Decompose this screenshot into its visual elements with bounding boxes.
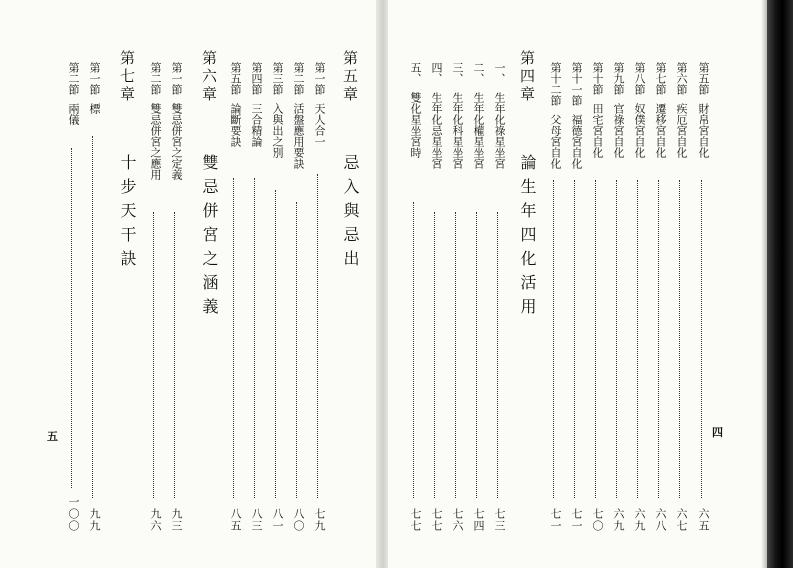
- toc-entry-title: 田宅宮自化: [591, 103, 604, 158]
- toc-entry[interactable]: 第四節三合精論 八三: [246, 62, 262, 532]
- toc-page-number: 八三: [250, 508, 263, 532]
- leader-dots: [637, 180, 638, 498]
- leader-dots: [553, 180, 554, 498]
- toc-entry-title: 父母宮自化: [549, 114, 562, 169]
- toc-page-number: 七〇: [591, 508, 604, 532]
- chapter-heading[interactable]: [513, 50, 535, 520]
- chapter-label: 第六章: [200, 50, 218, 104]
- leader-dots: [616, 180, 617, 498]
- chapter-title: 論生年四化活用: [518, 154, 537, 322]
- leader-dots: [413, 202, 414, 498]
- toc-page-number: 七七: [409, 508, 422, 532]
- toc-entry-title: 生年化忌星坐宮: [430, 92, 443, 169]
- toc-entry[interactable]: 三、生年化科星坐宮 七六: [447, 62, 463, 532]
- toc-entry-title: 兩儀: [67, 103, 80, 125]
- chapter-title: 雙忌併宮之涵義: [200, 154, 219, 322]
- leader-dots: [434, 212, 435, 498]
- toc-entry[interactable]: 第一節雙忌併宮之定義 九三: [166, 62, 182, 532]
- toc-entry-title: 財帛宮自化: [697, 103, 710, 158]
- leader-dots: [317, 174, 318, 498]
- toc-entry-title: 三合精論: [250, 103, 263, 147]
- toc-page-number: 六九: [612, 508, 625, 532]
- toc-entry[interactable]: 第十二節父母宮自化 七一: [545, 62, 561, 532]
- toc-entry[interactable]: 第五節財帛宮自化 六五: [693, 62, 709, 532]
- toc-entry-title: 生年化科星坐宮: [451, 92, 464, 169]
- toc-page-number: 七七: [430, 508, 443, 532]
- toc-page-number: 八一: [271, 508, 284, 532]
- leader-dots: [574, 180, 575, 498]
- leader-dots: [497, 212, 498, 498]
- leader-dots: [595, 180, 596, 498]
- chapter-heading[interactable]: [195, 50, 217, 520]
- toc-entry[interactable]: 第二節活盤應用要訣 八〇: [288, 62, 304, 532]
- toc-entry[interactable]: 第一節標 九九: [84, 62, 100, 532]
- toc-entry[interactable]: 二、生年化權星坐宮 七四: [468, 62, 484, 532]
- leader-dots: [92, 136, 93, 498]
- page-folio: 四: [712, 426, 723, 439]
- chapter-label: 第七章: [118, 50, 136, 104]
- toc-entry[interactable]: 第六節疾厄宮自化 六七: [671, 62, 687, 532]
- toc-page-number: 七一: [549, 508, 562, 532]
- chapter-title: 忌入與忌出: [341, 154, 360, 274]
- leader-dots: [296, 202, 297, 498]
- toc-entry[interactable]: 五、雙化星坐宮時 七七: [405, 62, 421, 532]
- leader-dots: [679, 180, 680, 498]
- toc-entry-title: 遷移宮自化: [654, 103, 667, 158]
- book-binding: [767, 0, 793, 568]
- toc-entry-title: 標: [88, 103, 101, 114]
- toc-entry-title: 官祿宮自化: [612, 103, 625, 158]
- leader-dots: [275, 190, 276, 498]
- toc-entry-title: 論斷要訣: [229, 103, 242, 147]
- toc-page-number: 七六: [451, 508, 464, 532]
- leader-dots: [658, 180, 659, 498]
- toc-entry[interactable]: 第三節入與出之別 八一: [267, 62, 283, 532]
- toc-entry[interactable]: 第二節兩儀 一〇〇: [63, 62, 79, 532]
- toc-entry-title: 雙化星坐宮時: [409, 92, 422, 158]
- toc-page-number: 六九: [633, 508, 646, 532]
- toc-entry-title: 生年化祿星坐宮: [493, 92, 506, 169]
- toc-entry-title: 雙忌併宮之定義: [170, 103, 183, 180]
- toc-entry-title: 入與出之別: [271, 103, 284, 158]
- toc-entry[interactable]: 第九節官祿宮自化 六九: [608, 62, 624, 532]
- leader-dots: [233, 178, 234, 498]
- chapter-title: 十步天干訣: [118, 154, 137, 274]
- toc-entry[interactable]: 第十一節福德宮自化 七一: [566, 62, 582, 532]
- chapter-label: 第四章: [518, 50, 536, 104]
- leader-dots: [153, 212, 154, 498]
- toc-page-number: 六五: [697, 508, 710, 532]
- toc-entry[interactable]: 第八節奴僕宮自化 六九: [629, 62, 645, 532]
- toc-entry[interactable]: 四、生年化忌星坐宮 七七: [426, 62, 442, 532]
- toc-entry-title: 福德宮自化: [570, 114, 583, 169]
- toc-page-number: 九三: [170, 508, 183, 532]
- toc-entry[interactable]: 第二節雙忌併宮之應用 九六: [145, 62, 161, 532]
- chapter-label: 第五章: [341, 50, 359, 104]
- toc-entry-title: 疾厄宮自化: [675, 103, 688, 158]
- toc-entry-title: 生年化權星坐宮: [472, 92, 485, 169]
- chapter-heading[interactable]: [113, 50, 135, 520]
- toc-page-number: 七三: [493, 508, 506, 532]
- toc-entry[interactable]: 第七節遷移宮自化 六八: [650, 62, 666, 532]
- leader-dots: [455, 212, 456, 498]
- toc-page-number: 九六: [149, 508, 162, 532]
- toc-entry[interactable]: 一、生年化祿星坐宮 七三: [489, 62, 505, 532]
- leader-dots: [174, 212, 175, 498]
- leader-dots: [254, 178, 255, 498]
- toc-page-number: 九九: [88, 508, 101, 532]
- toc-page-number: 一〇〇: [67, 496, 80, 532]
- toc-page-number: 八〇: [292, 508, 305, 532]
- leader-dots: [476, 212, 477, 498]
- toc-entry-title: 奴僕宮自化: [633, 103, 646, 158]
- toc-entry[interactable]: 第一節天人合一 七九: [309, 62, 325, 532]
- toc-page-number: 六七: [675, 508, 688, 532]
- toc-entry-title: 活盤應用要訣: [292, 103, 305, 169]
- toc-entry-title: 天人合一: [313, 103, 326, 147]
- toc-page-number: 七一: [570, 508, 583, 532]
- toc-page-number: 七九: [313, 508, 326, 532]
- toc-entry-title: 雙忌併宮之應用: [149, 103, 162, 180]
- toc-entry[interactable]: 第五節論斷要訣 八五: [225, 62, 241, 532]
- toc-page-number: 八五: [229, 508, 242, 532]
- leader-dots: [701, 180, 702, 498]
- toc-page-number: 六八: [654, 508, 667, 532]
- toc-entry[interactable]: 第十節田宅宮自化 七〇: [587, 62, 603, 532]
- leader-dots: [71, 148, 72, 488]
- page-folio: 五: [47, 430, 58, 443]
- chapter-heading[interactable]: [336, 50, 358, 520]
- toc-page-number: 七四: [472, 508, 485, 532]
